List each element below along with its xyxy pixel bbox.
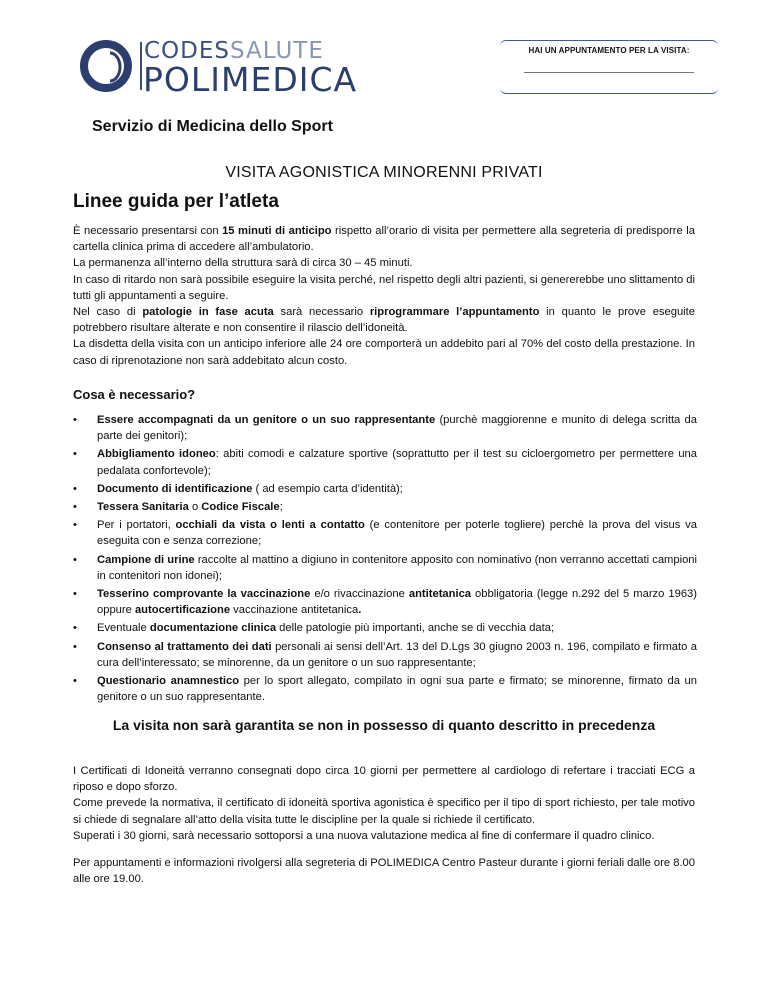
codessalute-polimedica-logo — [80, 36, 380, 99]
certificate-paragraph: Superati i 30 giorni, sarà necessario sottoporsi a una nuova valutazione medica al fine di confermare il quadro clinico. — [73, 829, 655, 842]
list-item: • Tessera Sanitaria o Codice Fiscale; — [73, 499, 697, 515]
requirements-list — [73, 412, 697, 707]
service-title: Servizio di Medicina dello Sport — [92, 118, 333, 135]
logo-polimedica-text: POLIMEDICA — [143, 60, 358, 99]
main-title: VISITA AGONISTICA MINORENNI PRIVATI — [225, 164, 543, 181]
requirements-title: Cosa è necessario? — [73, 387, 196, 402]
bullet-icon: • — [73, 448, 77, 461]
list-item: • Essere accompagnati da un genitore o un suo rappresentante (purchè maggiorenne e munito di delega scritta da parte dei genitori); — [73, 414, 697, 443]
bullet-icon: • — [73, 553, 77, 566]
bullet-icon: • — [73, 588, 77, 601]
bullet-icon: • — [73, 414, 77, 426]
list-item: • Per i portatori, occhiali da vista o lenti a contatto (e contenitore per poterle togliere) perchè la prova del visus va eseguita con e senza correzione; — [73, 519, 698, 548]
list-item: • Consenso al trattamento dei dati personali ai sensi dell’Art. 13 del D.Lgs 30 giugno 2003 n. 196, compilato e firmato a cura dell’interessato; se minorenne, da un genitore o un suo rappresentante; — [73, 640, 698, 669]
warning-notice: La visita non sarà garantita se non in possesso di quanto descritto in precedenza — [112, 717, 656, 733]
list-item: • Eventuale documentazione clinica delle patologie più importanti, anche se di vecchia data; — [73, 620, 697, 636]
list-item: • Questionario anamnestico per lo sport allegato, compilato in ogni sua parte e firmato; se minorenne, firmato da un genitore o un suo rappresentante. — [73, 675, 698, 704]
bullet-icon: • — [73, 675, 77, 688]
certificate-info — [73, 763, 695, 844]
logo-codessalute-text: CODESSALUTE — [144, 38, 324, 64]
list-item: • Tesserino comprovante la vaccinazione e/o rivaccinazione antitetanica obbligatoria (legge n.292 del 5 marzo 1963) oppure autocertificazione vaccinazione antitetanica. — [73, 588, 697, 617]
certificate-paragraph: I Certificati di Idoneità verranno consegnati dopo circa 10 giorni per permettere al cardiologo di refertare i tracciati ECG a riposo e dopo sforzo. — [73, 765, 695, 794]
logo-divider — [140, 42, 142, 90]
logo-mark-icon — [80, 40, 136, 92]
bullet-icon: • — [73, 519, 77, 532]
guidelines-paragraph: Nel caso di patologie in fase acuta sarà necessario riprogrammare l’appuntamento in quanto le prove eseguite potrebbero risultare alterate e non consentire il rilascio dell’idoneità. — [73, 306, 695, 335]
contact-paragraph: Per appuntamenti e informazioni rivolgersi alla segreteria di POLIMEDICA Centro Pasteur durante i giorni feriali dalle ore 8.00 alle ore 19.00. — [73, 857, 695, 886]
appointment-label: HAI UN APPUNTAMENTO PER LA VISITA: — [528, 46, 690, 55]
guidelines-text — [73, 223, 695, 369]
guidelines-paragraph: La permanenza all’interno della struttura sarà di circa 30 – 45 minuti. — [73, 257, 413, 270]
list-item: • Documento di identificazione ( ad esempio carta d’identità); — [73, 481, 697, 497]
list-item: • Campione di urine raccolte al mattino a digiuno in contenitore apposito con nominativo (non verranno accettati campioni in contenitori non idonei); — [73, 553, 698, 582]
contact-info — [73, 855, 695, 887]
guidelines-paragraph: È necessario presentarsi con 15 minuti di anticipo rispetto all’orario di visita per permettere alla segreteria di predisporre la cartella clinica prima di accedere all’ambulatorio. — [73, 225, 695, 254]
appointment-blank-line — [524, 72, 694, 73]
bullet-icon: • — [73, 501, 77, 514]
guidelines-paragraph: In caso di ritardo non sarà possibile eseguire la visita perché, nel rispetto degli altri pazienti, si genererebbe uno slittamento di tutti gli appuntamenti a seguire. — [73, 273, 695, 302]
guidelines-paragraph: La disdetta della visita con un anticipo inferiore alle 24 ore comporterà un addebito pari al 70% del costo della prestazione. In caso di riprenotazione non sarà addebitato alcun costo. — [73, 338, 695, 367]
guidelines-title: Linee guida per l’atleta — [73, 191, 279, 212]
list-item: • Abbigliamento idoneo: abiti comodi e calzature sportive (soprattutto per il test su cicloergometro per permettere una pedalata confortevole); — [73, 448, 697, 477]
bullet-icon: • — [73, 622, 77, 635]
appointment-box — [500, 40, 718, 94]
certificate-paragraph: Come prevede la normativa, il certificato di idoneità sportiva agonistica è specifico per il tipo di sport richiesto, per tale motivo si chiede di segnalare all’atto della visita tutte le discipline per la quale si richiede il certificato. — [73, 797, 695, 826]
bullet-icon: • — [73, 482, 77, 495]
bullet-icon: • — [73, 640, 77, 653]
